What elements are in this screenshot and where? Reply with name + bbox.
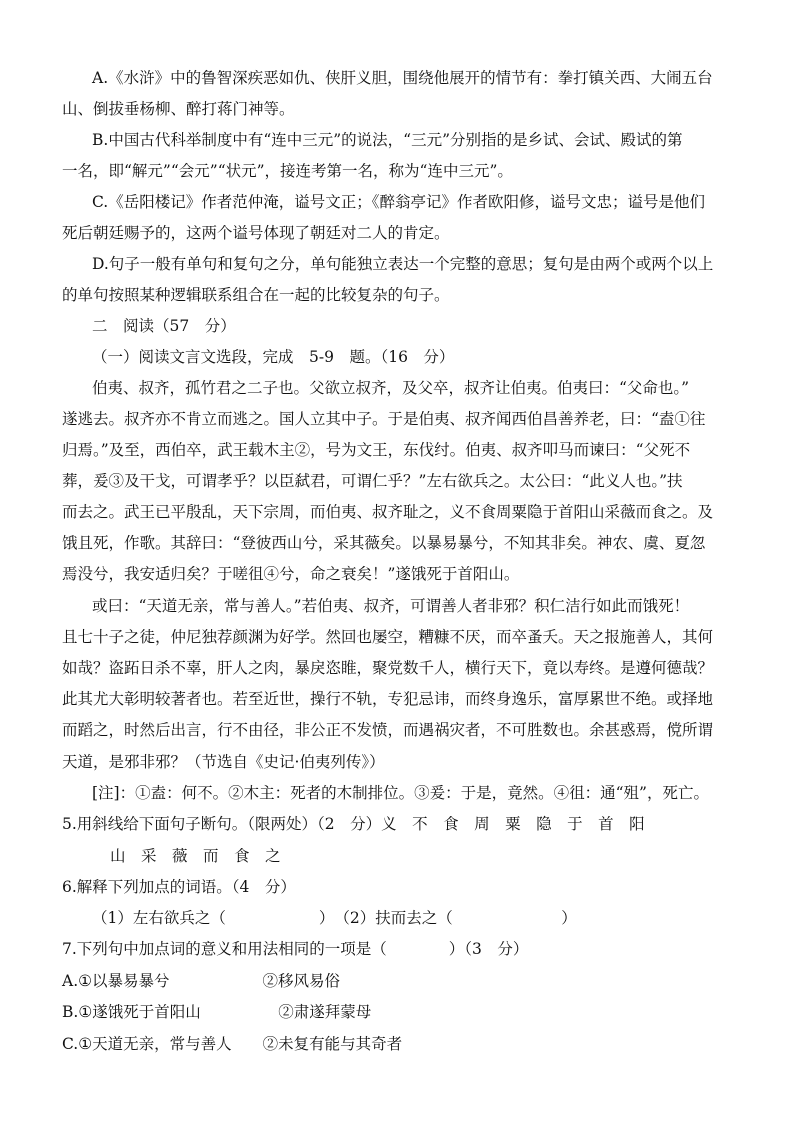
passage-line: 此其尤大彰明较著者也。若至近世，操行不轨，专犯忌讳，而终身逸乐，富厚累世不绝。或择地 (62, 690, 714, 708)
option-c-line-2: 死后朝廷赐予的，这两个谥号体现了朝廷对二人的肯定。 (62, 224, 450, 242)
question-5: 5.用斜线给下面句子断句。（限两处）（2 分）义 不 食 周 粟 隐 于 首 阳 (62, 815, 645, 833)
question-7-option-b: B.①遂饿死于首阳山 ②肃遂拜蒙母 (62, 1003, 372, 1021)
passage-line: 且七十子之徒，仲尼独荐颜渊为好学。然回也屡空，糟糠不厌，而卒蚤夭。天之报施善人，其何 (62, 628, 714, 646)
annotation-notes: [注]：①盍：何不。②木主：死者的木制排位。③爰：于是，竟然。④徂：通“殂”，死亡。 (92, 784, 709, 802)
passage-line: 或曰：“天道无亲，常与善人。”若伯夷、叔齐，可谓善人者非邪？积仁洁行如此而饿死！ (92, 597, 690, 615)
passage-line: 饿且死，作歌。其辞曰：“登彼西山兮，采其薇矣。以暴易暴兮，不知其非矣。神农、虞、夏忽 (62, 534, 706, 552)
option-d-line-1: D.句子一般有单句和复句之分，单句能独立表达一个完整的意思；复句是由两个或两个以上 (92, 255, 714, 273)
passage-line: 伯夷、叔齐，孤竹君之二子也。父欲立叔齐，及父卒，叔齐让伯夷。伯夷曰：“父命也。” (92, 379, 690, 397)
option-d-line-2: 的单句按照某种逻辑联系组合在一起的比较复杂的句子。 (62, 286, 450, 304)
question-7-option-a: A.①以暴易暴兮 ②移风易俗 (62, 972, 341, 990)
section-heading: 二 阅读（57 分） (92, 317, 236, 335)
option-b-line-2: 一名，即“解元”“会元”“状元”，接连考第一名，称为“连中三元”。 (62, 162, 513, 180)
passage-line: 焉没兮，我安适归矣？于嗟徂④兮，命之衰矣！”遂饿死于首阳山。 (62, 565, 520, 583)
option-a-line-2: 山、倒拔垂杨柳、醉打蒋门神等。 (62, 100, 295, 118)
question-6: 6.解释下列加点的词语。（4 分） (62, 878, 296, 896)
question-7-option-c: C.①天道无亲，常与善人 ②未复有能与其奇者 (62, 1035, 403, 1053)
passage-line: 葬，爰③及干戈，可谓孝乎？以臣弑君，可谓仁乎？”左右欲兵之。太公曰：“此义人也。”扶 (62, 472, 683, 490)
passage-line: 而蹈之，时然后出言，行不由径，非公正不发愤，而遇祸灾者，不可胜数也。余甚惑焉，傥所谓 (62, 721, 714, 739)
subsection-heading: （一）阅读文言文选段，完成 5-9 题。（16 分） (92, 348, 455, 366)
option-a-line-1: A.《水浒》中的鲁智深疾恶如仇、侠肝义胆，围绕他展开的情节有：拳打镇关西、大闹五台 (92, 69, 713, 87)
passage-line: 遂逃去。叔齐亦不肯立而逃之。国人立其中子。于是伯夷、叔齐闻西伯昌善养老，曰：“盍①往 (62, 410, 706, 428)
passage-line: 如哉？盗跖日杀不辜，肝人之肉，暴戾恣睢，聚党数千人，横行天下，竟以寿终。是遵何德哉？ (62, 659, 714, 677)
question-6-blanks: （1）左右欲兵之（ ） （2）扶而去之（ ） (92, 909, 577, 927)
option-c-line-1: C.《岳阳楼记》作者范仲淹，谥号文正；《醉翁亭记》作者欧阳修，谥号文忠；谥号是他们 (92, 193, 705, 211)
passage-source: 天道，是邪非邪？（节选自《史记·伯夷列传》） (62, 753, 385, 771)
option-b-line-1: B.中国古代科举制度中有“连中三元”的说法，“三元”分别指的是乡试、会试、殿试的第 (92, 131, 683, 149)
passage-line: 而去之。武王已平殷乱，天下宗周，而伯夷、叔齐耻之，义不食周粟隐于首阳山采薇而食之。及 (62, 503, 714, 521)
question-5-continuation: 山 采 薇 而 食 之 (110, 847, 281, 865)
question-7: 7.下列句中加点词的意义和用法相同的一项是（ ）（3 分） (62, 940, 529, 958)
passage-line: 归焉。”及至，西伯卒，武王载木主②，号为文王，东伐纣。伯夷、叔齐叩马而谏曰：“父死不 (62, 441, 691, 459)
